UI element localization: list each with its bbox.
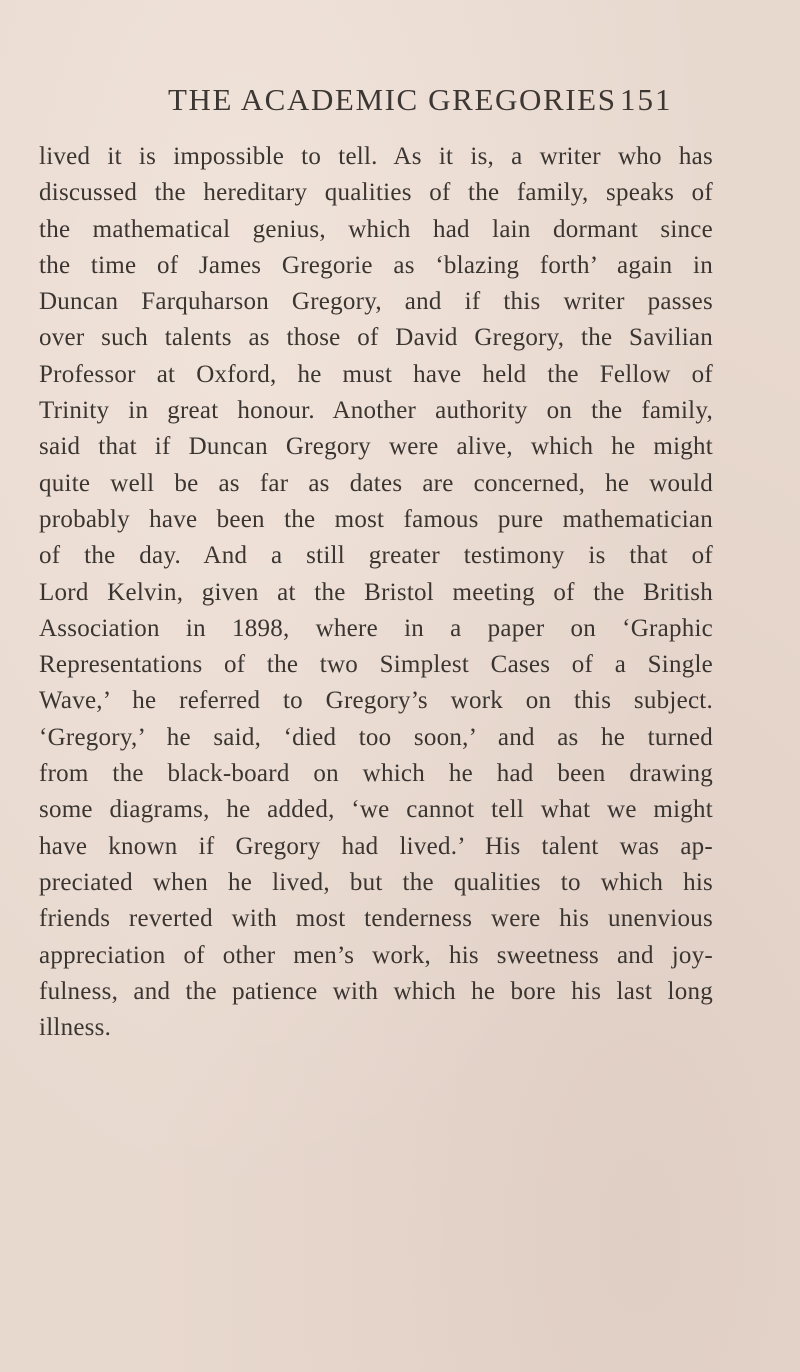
text-line: friends reverted with most tenderness were his unenvious <box>39 905 713 933</box>
body-text <box>39 139 713 1046</box>
text-line: Trinity in great honour. Another authority on the family, <box>39 397 713 425</box>
text-line: Wave,’ he referred to Gregory’s work on this subject. <box>39 687 713 715</box>
running-head <box>0 80 800 120</box>
page-number: 151 <box>620 82 673 117</box>
text-line: Duncan Farquharson Gregory, and if this writer passes <box>39 288 713 316</box>
text-line: appreciation of other men’s work, his sweetness and joy- <box>39 941 713 969</box>
text-line: Professor at Oxford, he must have held the Fellow of <box>39 360 713 388</box>
text-line: discussed the hereditary qualities of the family, speaks of <box>39 179 713 207</box>
text-line: some diagrams, he added, ‘we cannot tell what we might <box>39 796 713 824</box>
text-line: the mathematical genius, which had lain dormant since <box>39 215 713 243</box>
text-line: Lord Kelvin, given at the Bristol meeting of the British <box>39 578 713 606</box>
text-line: fulness, and the patience with which he bore his last long <box>39 977 713 1005</box>
text-line: quite well be as far as dates are concerned, he would <box>39 469 713 497</box>
text-line: Representations of the two Simplest Cases of a Single <box>39 651 713 679</box>
text-line: Association in 1898, where in a paper on ‘Graphic <box>39 614 713 642</box>
text-line: the time of James Gregorie as ‘blazing forth’ again in <box>39 251 713 279</box>
text-line: over such talents as those of David Gregory, the Savilian <box>39 324 713 352</box>
text-line: illness. <box>39 1014 112 1042</box>
text-line: said that if Duncan Gregory were alive, which he might <box>39 433 713 461</box>
text-line: ‘Gregory,’ he said, ‘died too soon,’ and as he turned <box>39 723 713 751</box>
page-title: THE ACADEMIC GREGORIES <box>168 82 617 117</box>
text-line: have known if Gregory had lived.’ His talent was ap- <box>39 832 713 860</box>
text-line: of the day. And a still greater testimony is that of <box>39 542 713 570</box>
text-line: from the black-board on which he had been drawing <box>39 760 713 788</box>
text-line: lived it is impossible to tell. As it is, a writer who has <box>39 143 713 170</box>
text-line: preciated when he lived, but the qualities to which his <box>39 868 713 896</box>
text-line: probably have been the most famous pure mathematician <box>39 505 713 533</box>
